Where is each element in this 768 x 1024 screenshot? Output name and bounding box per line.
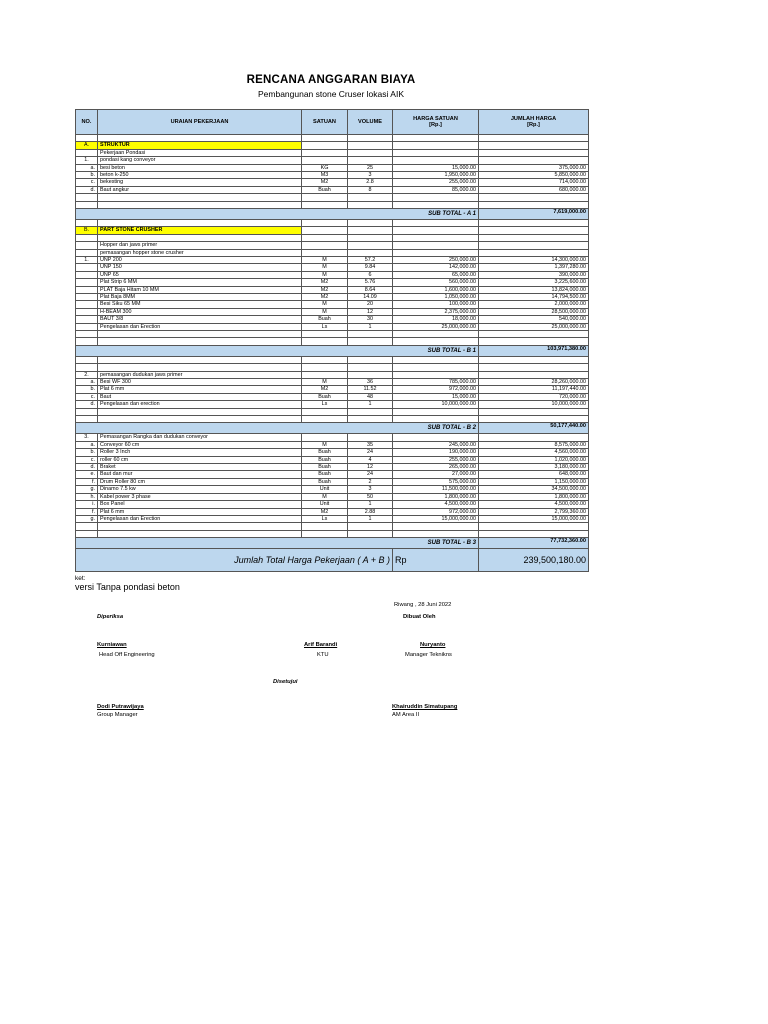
spacer-row	[76, 523, 589, 530]
section-b-group3-no: 3.	[76, 434, 98, 441]
item-unit: Buah	[302, 186, 348, 193]
place-date: Riwang , 28 Juni 2022	[394, 602, 452, 608]
item-volume: 12	[348, 308, 393, 315]
subtotal-a1-row	[76, 209, 589, 220]
item-unit: Buah	[302, 316, 348, 323]
item-no: b.	[76, 172, 98, 179]
item-desc: Plat 6 mm	[98, 386, 302, 393]
item-no: b.	[76, 449, 98, 456]
document-subtitle: Pembangunan stone Cruser lokasi AIK	[257, 89, 404, 99]
item-unit-price: 142,000.00	[393, 264, 479, 271]
subtotal-a1-label: SUB TOTAL - A 1	[76, 209, 479, 220]
item-volume: 2.88	[348, 508, 393, 515]
table-row	[76, 179, 589, 186]
signer5-role: AM Area II	[392, 712, 420, 718]
table-row	[76, 478, 589, 485]
subtotal-b2-value: 50,177,440.00	[479, 423, 589, 434]
item-unit: Buah	[302, 449, 348, 456]
item-volume: 5.76	[348, 279, 393, 286]
signer2-name: Arif Barandi	[304, 642, 338, 648]
item-unit: M	[302, 264, 348, 271]
table-row	[76, 164, 589, 171]
subtotal-b3-row	[76, 538, 589, 549]
table-row	[76, 301, 589, 308]
table-row	[76, 264, 589, 271]
item-volume: 30	[348, 316, 393, 323]
item-no: c.	[76, 456, 98, 463]
item-volume: 20	[348, 301, 393, 308]
item-desc: Braket	[98, 464, 302, 471]
item-total: 680,000.00	[479, 186, 589, 193]
item-unit: Ls	[302, 401, 348, 408]
table-row	[76, 308, 589, 315]
table-row	[76, 449, 589, 456]
section-a-row	[76, 142, 589, 149]
item-unit: M	[302, 301, 348, 308]
item-no	[76, 301, 98, 308]
item-desc: Pengelasan dan Erection	[98, 323, 302, 330]
item-unit: M	[302, 257, 348, 264]
item-unit-price: 15,000.00	[393, 164, 479, 171]
item-no: 1.	[76, 257, 98, 264]
item-total: 34,500,000.00	[479, 486, 589, 493]
item-desc: UNP 200	[98, 257, 302, 264]
item-desc: UNP 150	[98, 264, 302, 271]
dibuat-oleh-label: Dibuat Oleh	[403, 614, 436, 620]
item-unit-price: 1,600,000.00	[393, 286, 479, 293]
section-b-group2-no: 2.	[76, 371, 98, 378]
item-desc: Kabel power 3 phase	[98, 493, 302, 500]
spacer-row	[76, 356, 589, 363]
table-row	[76, 393, 589, 400]
table-row	[76, 271, 589, 278]
section-a-group-title: pondasi kang conveyor	[98, 157, 302, 164]
item-no	[76, 271, 98, 278]
item-total: 2,799,360.00	[479, 508, 589, 515]
item-unit-price: 27,000.00	[393, 471, 479, 478]
item-desc: Pengelasan dan Erection	[98, 515, 302, 522]
item-total: 540,000.00	[479, 316, 589, 323]
table-row	[76, 316, 589, 323]
spacer-row	[76, 220, 589, 227]
item-unit-price: 1,800,000.00	[393, 493, 479, 500]
grand-total-label: Jumlah Total Harga Pekerjaan ( A + B )	[76, 549, 393, 572]
item-total: 15,000,000.00	[479, 515, 589, 522]
item-unit-price: 250,000.00	[393, 257, 479, 264]
budget-table	[75, 109, 589, 572]
item-no	[76, 294, 98, 301]
item-total: 1,397,280.00	[479, 264, 589, 271]
section-b-sub1: Hopper dan jaws primer	[98, 242, 302, 249]
item-no: c.	[76, 179, 98, 186]
item-total: 8,575,000.00	[479, 441, 589, 448]
subtotal-b1-value: 103,971,380.00	[479, 345, 589, 356]
header-volume: VOLUME	[348, 110, 393, 135]
item-no: d.	[76, 401, 98, 408]
item-desc: Conveyor 60 cm	[98, 441, 302, 448]
grand-total-currency: Rp	[393, 549, 479, 572]
header-uraian: URAIAN PEKERJAAN	[98, 110, 302, 135]
item-total: 28,260,000.00	[479, 379, 589, 386]
document-title: RENCANA ANGGARAN BIAYA	[246, 74, 416, 86]
item-unit-price: 10,000,000.00	[393, 401, 479, 408]
subtotal-b3-label: SUB TOTAL - B 3	[76, 538, 479, 549]
item-unit: M	[302, 379, 348, 386]
item-desc: Pengelasan dan erection	[98, 401, 302, 408]
section-b-sub1-row	[76, 242, 589, 249]
item-volume: 11.52	[348, 386, 393, 393]
header-jumlah: JUMLAH HARGA [Rp.]	[479, 110, 589, 135]
item-volume: 4	[348, 456, 393, 463]
item-volume: 9.84	[348, 264, 393, 271]
item-unit: M2	[302, 294, 348, 301]
item-unit: Buah	[302, 471, 348, 478]
item-unit-price: 972,000.00	[393, 386, 479, 393]
subtotal-b2-label: SUB TOTAL - B 2	[76, 423, 479, 434]
item-unit-price: 785,000.00	[393, 379, 479, 386]
spacer-row	[76, 416, 589, 423]
item-no	[76, 286, 98, 293]
item-no: a.	[76, 164, 98, 171]
table-row	[76, 323, 589, 330]
item-unit-price: 560,000.00	[393, 279, 479, 286]
item-total: 28,500,000.00	[479, 308, 589, 315]
item-no: c.	[76, 393, 98, 400]
item-total: 4,500,000.00	[479, 501, 589, 508]
item-unit-price: 11,500,000.00	[393, 486, 479, 493]
section-a-sub-row	[76, 149, 589, 156]
item-desc: Roller 3 Inch	[98, 449, 302, 456]
item-unit-price: 265,000.00	[393, 464, 479, 471]
item-no: g.	[76, 486, 98, 493]
item-unit-price: 190,000.00	[393, 449, 479, 456]
item-no: b.	[76, 386, 98, 393]
item-total: 3,225,600.00	[479, 279, 589, 286]
item-unit-price: 15,000,000.00	[393, 515, 479, 522]
item-desc: Besi Siku 65 MM	[98, 301, 302, 308]
item-volume: 2.8	[348, 179, 393, 186]
spacer-row	[76, 338, 589, 345]
section-b-group2-title: pemasangan dudukan jaws primer	[98, 371, 302, 378]
section-a-group-no: 1.	[76, 157, 98, 164]
subtotal-b1-row	[76, 345, 589, 356]
item-volume: 12	[348, 464, 393, 471]
spacer-row	[76, 135, 589, 142]
item-total: 390,000.00	[479, 271, 589, 278]
item-desc: Dinamo 7.5 kw	[98, 486, 302, 493]
item-desc: H-BEAM 300	[98, 308, 302, 315]
item-no	[76, 316, 98, 323]
item-desc: bekesting	[98, 179, 302, 186]
item-volume: 6	[348, 271, 393, 278]
item-volume: 35	[348, 441, 393, 448]
subtotal-b2-row	[76, 423, 589, 434]
item-desc: BAUT 3/8	[98, 316, 302, 323]
item-desc: Plat 6 mm	[98, 508, 302, 515]
item-unit: Unit	[302, 486, 348, 493]
table-row	[76, 508, 589, 515]
signer2-role: KTU	[317, 652, 329, 658]
spacer-row	[76, 408, 589, 415]
item-volume: 48	[348, 393, 393, 400]
signer3-role: Manager Teknikns	[405, 652, 452, 658]
item-total: 714,000.00	[479, 179, 589, 186]
item-no: g.	[76, 515, 98, 522]
item-unit-price: 255,000.00	[393, 179, 479, 186]
item-total: 1,150,000.00	[479, 478, 589, 485]
table-row	[76, 186, 589, 193]
item-desc: beton k-250	[98, 172, 302, 179]
item-unit-price: 85,000.00	[393, 186, 479, 193]
item-desc: Drum Roller 80 cm	[98, 478, 302, 485]
table-row	[76, 172, 589, 179]
table-row	[76, 471, 589, 478]
item-volume: 3	[348, 486, 393, 493]
item-desc: Baut angkur	[98, 186, 302, 193]
signer1-role: Head Off Engineering	[99, 652, 155, 658]
item-unit: M3	[302, 172, 348, 179]
item-volume: 24	[348, 449, 393, 456]
header-harga: HARGA SATUAN [Rp.]	[393, 110, 479, 135]
item-desc: besi beton	[98, 164, 302, 171]
section-b-title: PART STONE CRUSHER	[98, 227, 302, 234]
spacer-row	[76, 530, 589, 537]
item-no: e.	[76, 471, 98, 478]
table-row	[76, 456, 589, 463]
item-volume: 1	[348, 501, 393, 508]
item-unit-price: 18,000.00	[393, 316, 479, 323]
item-unit: M2	[302, 386, 348, 393]
section-b-sub2-row	[76, 249, 589, 256]
item-unit-price: 972,000.00	[393, 508, 479, 515]
item-total: 1,020,000.00	[479, 456, 589, 463]
item-unit: KG	[302, 164, 348, 171]
spacer-row	[76, 364, 589, 371]
item-no: a.	[76, 379, 98, 386]
item-volume: 1	[348, 323, 393, 330]
subtotal-b3-value: 77,732,360.00	[479, 538, 589, 549]
item-unit: Buah	[302, 393, 348, 400]
signer1-name: Kurniawan	[97, 642, 127, 648]
item-desc: Box Panel	[98, 501, 302, 508]
grand-total-row	[76, 549, 589, 572]
item-no	[76, 264, 98, 271]
diperiksa-label: Diperiksa	[97, 614, 124, 620]
item-unit: Ls	[302, 515, 348, 522]
item-unit: M	[302, 271, 348, 278]
item-no: d.	[76, 464, 98, 471]
table-row	[76, 493, 589, 500]
item-unit-price: 245,000.00	[393, 441, 479, 448]
item-total: 648,000.00	[479, 471, 589, 478]
item-desc: UNP 65	[98, 271, 302, 278]
table-row	[76, 386, 589, 393]
grand-total-value: 239,500,180.00	[479, 549, 589, 572]
item-total: 10,000,000.00	[479, 401, 589, 408]
item-total: 2,000,000.00	[479, 301, 589, 308]
subtotal-a1-value: 7,619,000.00	[479, 209, 589, 220]
section-b-group3-title: Pemasangan Rangka dan dudukan conveyor	[98, 434, 302, 441]
item-volume: 36	[348, 379, 393, 386]
item-desc: Baut	[98, 393, 302, 400]
item-total: 14,794,500.00	[479, 294, 589, 301]
item-unit: Buah	[302, 478, 348, 485]
item-unit: Ls	[302, 323, 348, 330]
item-unit-price: 255,000.00	[393, 456, 479, 463]
item-no	[76, 279, 98, 286]
item-total: 13,824,000.00	[479, 286, 589, 293]
spacer-row	[76, 201, 589, 208]
item-total: 11,197,440.00	[479, 386, 589, 393]
table-row	[76, 515, 589, 522]
signer3-name: Nuryanto	[420, 642, 446, 648]
subtotal-b1-label: SUB TOTAL - B 1	[76, 345, 479, 356]
table-row	[76, 441, 589, 448]
note-text: versi Tanpa pondasi beton	[75, 582, 180, 592]
item-volume: 14.09	[348, 294, 393, 301]
signer4-role: Group Manager	[97, 712, 138, 718]
section-b-row	[76, 227, 589, 234]
item-no: d.	[76, 186, 98, 193]
item-no	[76, 308, 98, 315]
spacer-row	[76, 194, 589, 201]
table-row	[76, 294, 589, 301]
section-b-group3-row	[76, 434, 589, 441]
item-unit-price: 575,000.00	[393, 478, 479, 485]
item-no: f.	[76, 478, 98, 485]
item-unit: M	[302, 441, 348, 448]
item-total: 720,000.00	[479, 393, 589, 400]
section-b-sub2: pemasangan hopper stone crusher	[98, 249, 302, 256]
section-a-code: A.	[76, 142, 98, 149]
item-total: 4,560,000.00	[479, 449, 589, 456]
signer4-name: Dodi Putrawijaya	[97, 704, 144, 710]
item-total: 25,000,000.00	[479, 323, 589, 330]
item-total: 375,000.00	[479, 164, 589, 171]
item-volume: 2	[348, 478, 393, 485]
item-unit-price: 4,500,000.00	[393, 501, 479, 508]
item-desc: Plat Strip 6 MM	[98, 279, 302, 286]
section-b-code: B.	[76, 227, 98, 234]
disetujui-label: Disetujui	[273, 679, 298, 685]
item-desc: PLAT Baja Hitam 10 MM	[98, 286, 302, 293]
item-total: 5,850,000.00	[479, 172, 589, 179]
table-row	[76, 501, 589, 508]
item-unit: M2	[302, 179, 348, 186]
item-unit-price: 1,950,000.00	[393, 172, 479, 179]
item-unit: M2	[302, 279, 348, 286]
section-a-group-row	[76, 157, 589, 164]
item-unit: Buah	[302, 456, 348, 463]
item-volume: 8.64	[348, 286, 393, 293]
header-no: NO.	[76, 110, 98, 135]
item-desc: Baut dan mur	[98, 471, 302, 478]
table-row	[76, 286, 589, 293]
header-satuan: SATUAN	[302, 110, 348, 135]
item-unit-price: 2,375,000.00	[393, 308, 479, 315]
item-unit-price: 1,050,000.00	[393, 294, 479, 301]
signer5-name: Khairuddin Simatupang	[392, 704, 458, 710]
item-total: 1,800,000.00	[479, 493, 589, 500]
item-no: i.	[76, 501, 98, 508]
table-row	[76, 486, 589, 493]
item-unit: M2	[302, 286, 348, 293]
section-a-sub1: Pekerjaan Pondasi	[98, 149, 302, 156]
table-row	[76, 379, 589, 386]
table-row	[76, 401, 589, 408]
item-volume: 1	[348, 515, 393, 522]
item-unit: M	[302, 308, 348, 315]
item-unit-price: 100,000.00	[393, 301, 479, 308]
item-volume: 1	[348, 401, 393, 408]
item-unit-price: 25,000,000.00	[393, 323, 479, 330]
item-unit: M2	[302, 508, 348, 515]
item-unit: Unit	[302, 501, 348, 508]
item-volume: 24	[348, 471, 393, 478]
spacer-row	[76, 331, 589, 338]
item-total: 3,180,000.00	[479, 464, 589, 471]
item-desc: roller 60 cm	[98, 456, 302, 463]
table-header-row	[76, 110, 589, 135]
section-a-title: STRUKTUR	[98, 142, 302, 149]
item-volume: 57.2	[348, 257, 393, 264]
table-row	[76, 464, 589, 471]
item-no	[76, 323, 98, 330]
note-label: ket:	[75, 575, 86, 582]
spacer-row	[76, 234, 589, 241]
item-no: h.	[76, 493, 98, 500]
table-row	[76, 257, 589, 264]
item-unit-price: 15,000.00	[393, 393, 479, 400]
item-unit-price: 65,000.00	[393, 271, 479, 278]
item-volume: 3	[348, 172, 393, 179]
item-unit: M	[302, 493, 348, 500]
item-no: f.	[76, 508, 98, 515]
item-volume: 8	[348, 186, 393, 193]
section-b-group2-row	[76, 371, 589, 378]
item-volume: 25	[348, 164, 393, 171]
item-no: a.	[76, 441, 98, 448]
table-row	[76, 279, 589, 286]
item-total: 14,300,000.00	[479, 257, 589, 264]
item-unit: Buah	[302, 464, 348, 471]
item-volume: 50	[348, 493, 393, 500]
item-desc: Plat Baja 8MM	[98, 294, 302, 301]
item-desc: Besi WF 300	[98, 379, 302, 386]
